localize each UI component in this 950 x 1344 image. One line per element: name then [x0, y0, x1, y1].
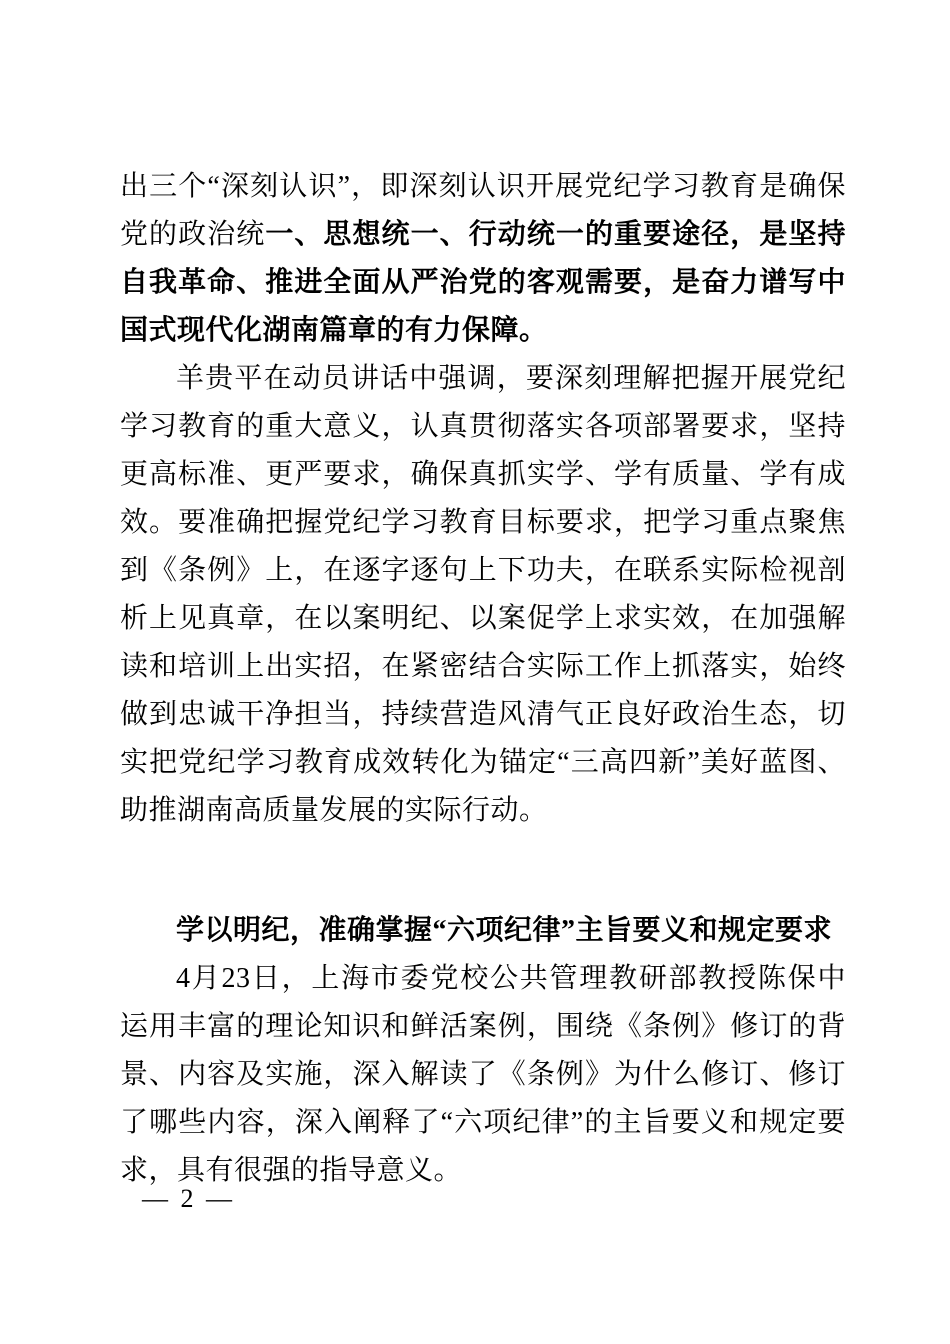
paragraph-continuation-normal-run: 出三个“深刻认识”，即深刻认识开展党纪学习教育是确保党的政治统 — [120, 171, 846, 250]
paragraph-continuation — [120, 163, 846, 355]
document-body — [120, 163, 846, 1195]
page-number: — 2 — — [142, 1184, 235, 1213]
paragraph-continuation-bold-run: 一、思想统一、行动统一的重要途径，是坚持自我革命、推进全面从严治党的客观需要，是奋力谱写中国式现代化湖南篇章的有力保障。 — [120, 219, 846, 346]
section-heading: 学以明纪，准确掌握“六项纪律”主旨要义和规定要求 — [176, 915, 833, 946]
paragraph-lecture: 4月23日，上海市委党校公共管理教研部教授陈保中运用丰富的理论知识和鲜活案例，围绕《条例》修订的背景、内容及实施，深入解读了《条例》为什么修订、修订了哪些内容，深入阐释了“六项纪律”的主旨要义和规定要求，具有很强的指导意义。 — [120, 963, 846, 1186]
paragraph-speech: 羊贵平在动员讲话中强调，要深刻理解把握开展党纪学习教育的重大意义，认真贯彻落实各项部署要求，坚持更高标准、更严要求，确保真抓实学、学有质量、学有成效。要准确把握党纪学习教育目标要求，把学习重点聚焦到《条例》上，在逐字逐句上下功夫，在联系实际检视剖析上见真章，在以案明纪、以案促学上求实效，在加强解读和培训上出实招，在紧密结合实际工作上抓落实，始终做到忠诚干净担当，持续营造风清气正良好政治生态，切实把党纪学习教育成效转化为锚定“三高四新”美好蓝图、助推湖南高质量发展的实际行动。 — [120, 363, 846, 826]
